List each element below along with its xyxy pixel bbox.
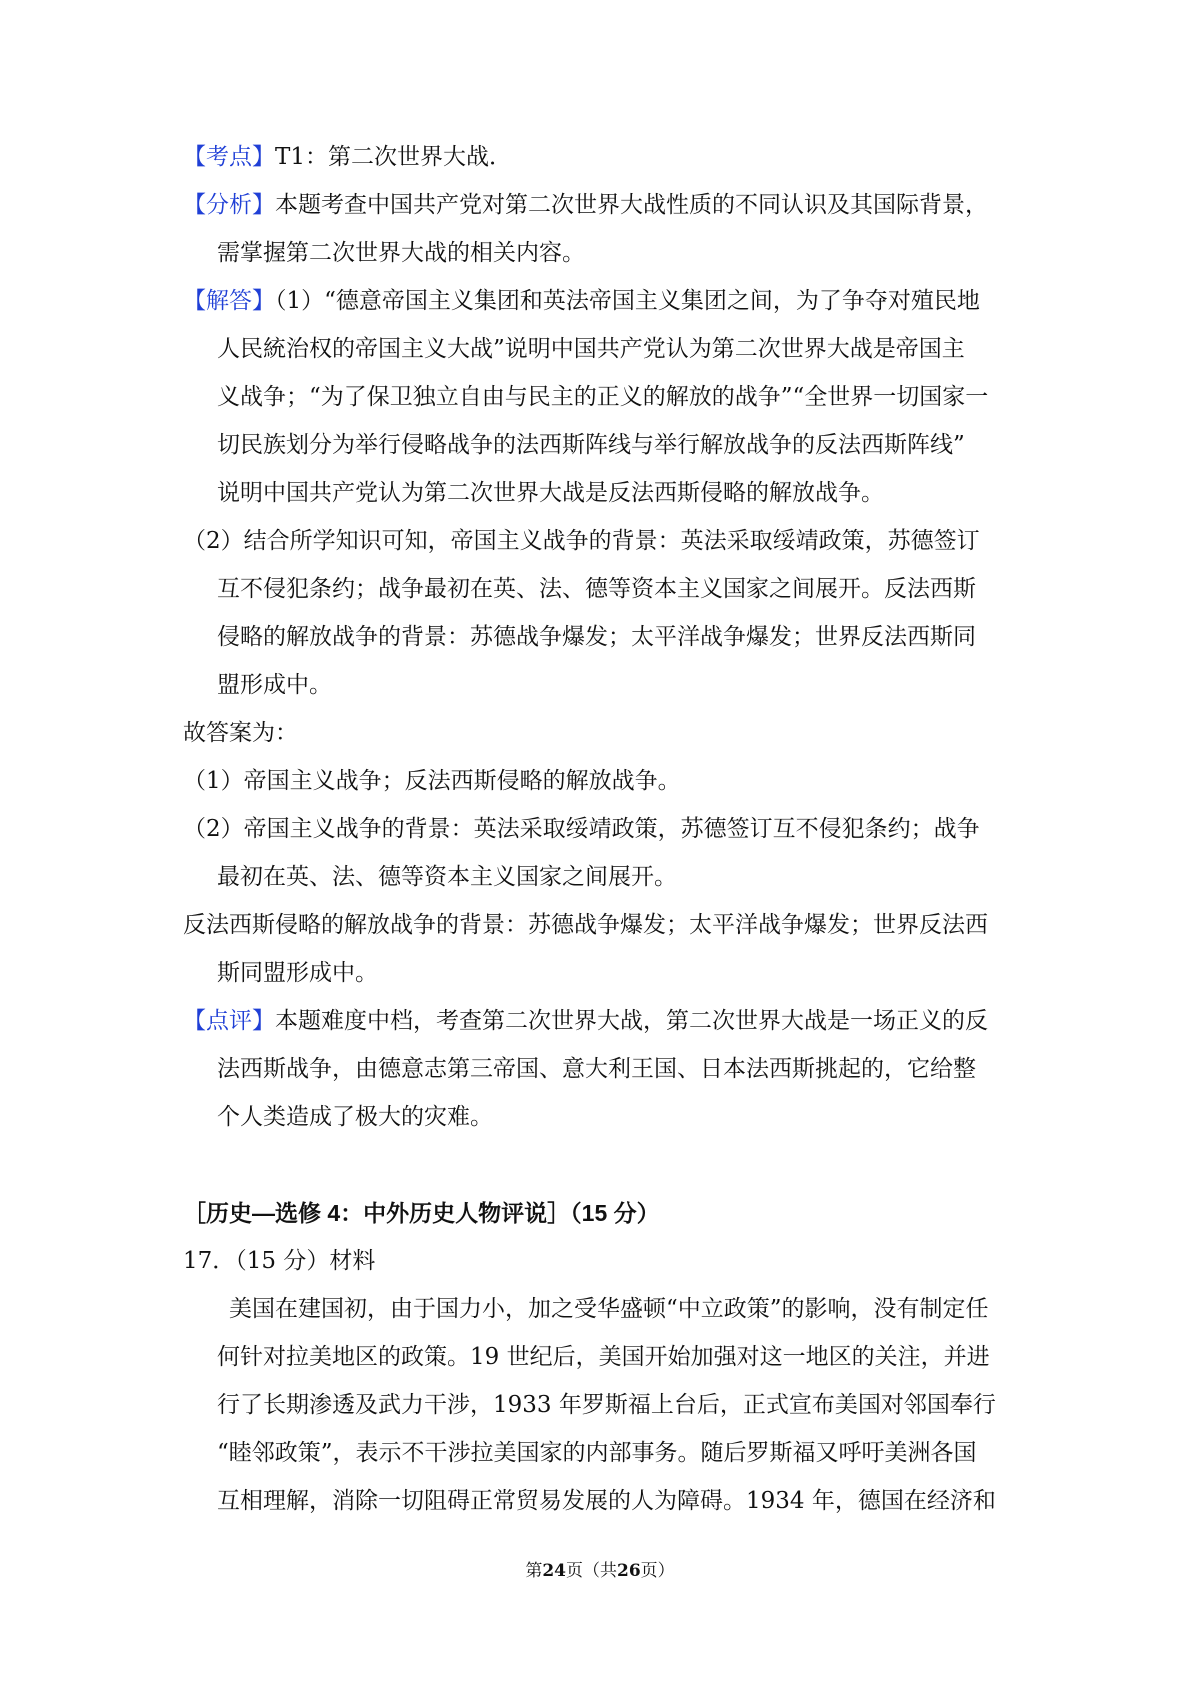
part2-line: 侵略的解放战争的背景：苏德战争爆发；太平洋战争爆发；世界反法西斯同 — [217, 624, 976, 650]
fenxi-line: 本题考查中国共产党对第二次世界大战性质的不同认识及其国际背景， — [275, 192, 988, 218]
kaodian-tag: 【考点】 — [183, 144, 275, 170]
answer-intro: 故答案为： — [183, 720, 298, 746]
jieda-line: 切民族划分为举行侵略战争的法西斯阵线与举行解放战争的反法西斯阵线” — [217, 432, 965, 458]
kaodian-text: T1：第二次世界大战． — [275, 144, 512, 170]
jieda-line: 说明中国共产党认为第二次世界大战是反法西斯侵略的解放战争。 — [217, 480, 884, 506]
current-page-number: 24 — [542, 1561, 566, 1581]
part2-paragraph — [183, 517, 1023, 709]
dianping-line: 个人类造成了极大的灾难。 — [217, 1104, 493, 1130]
jieda-paragraph — [183, 277, 1023, 517]
answer-1: （1）帝国主义战争；反法西斯侵略的解放战争。 — [183, 768, 681, 794]
jieda-line: （1）“德意帝国主义集团和英法帝国主义集团之间，为了争夺对殖民地 — [275, 288, 980, 314]
jieda-tag: 【解答】 — [183, 288, 275, 314]
dianping-tag: 【点评】 — [183, 1008, 275, 1034]
fenxi-tag: 【分析】 — [183, 192, 275, 218]
part2-line: 盟形成中。 — [217, 672, 332, 698]
dianping-paragraph — [183, 997, 1023, 1141]
material-line: 何针对拉美地区的政策。19 世纪后，美国开始加强对这一地区的关注，并进 — [217, 1344, 990, 1370]
fenxi-paragraph — [183, 181, 1023, 277]
material-paragraph — [183, 1285, 1023, 1525]
total-pages-number: 26 — [617, 1561, 641, 1581]
answer3-line: 斯同盟形成中。 — [217, 960, 378, 986]
dianping-line: 法西斯战争，由德意志第三帝国、意大利王国、日本法西斯挑起的，它给整 — [217, 1056, 976, 1082]
material-line: 互相理解，消除一切阻碍正常贸易发展的人为障碍。1934 年，德国在经济和 — [217, 1488, 996, 1514]
material-line: 行了长期渗透及武力干涉，1933 年罗斯福上台后，正式宣布美国对邻国奉行 — [217, 1392, 996, 1418]
page-footer: 第24页（共26页） — [525, 1561, 675, 1581]
material-line: 美国在建国初，由于国力小，加之受华盛顿“中立政策”的影响，没有制定任 — [229, 1296, 989, 1322]
part2-line: 互不侵犯条约；战争最初在英、法、德等资本主义国家之间展开。反法西斯 — [217, 576, 976, 602]
material-line: “睦邻政策”，表示不干涉拉美国家的内部事务。随后罗斯福又呼吁美洲各国 — [217, 1440, 977, 1466]
fenxi-line: 需掌握第二次世界大战的相关内容。 — [217, 240, 585, 266]
dianping-line: 本题难度中档，考查第二次世界大战，第二次世界大战是一场正义的反 — [275, 1008, 988, 1034]
answer-3 — [183, 901, 1023, 997]
answer-2 — [183, 805, 1023, 901]
question-label: 17．（15 分）材料 — [183, 1248, 376, 1274]
kaodian-paragraph — [183, 133, 1023, 181]
jieda-line: 人民統治权的帝国主义大战”说明中国共产党认为第二次世界大战是帝国主 — [217, 336, 965, 362]
answer2-line: 最初在英、法、德等资本主义国家之间展开。 — [217, 864, 677, 890]
answer2-line: （2）帝国主义战争的背景：英法采取绥靖政策，苏德签订互不侵犯条约；战争 — [183, 816, 980, 842]
section-heading: ［历史—选修 4：中外历史人物评说］（15 分） — [183, 1200, 660, 1226]
jieda-line: 义战争；“为了保卫独立自由与民主的正义的解放的战争”“全世界一切国家一 — [217, 384, 989, 410]
part2-line: （2）结合所学知识可知，帝国主义战争的背景：英法采取绥靖政策，苏德签订 — [183, 528, 980, 554]
answer3-line: 反法西斯侵略的解放战争的背景：苏德战争爆发；太平洋战争爆发；世界反法西 — [183, 912, 988, 938]
